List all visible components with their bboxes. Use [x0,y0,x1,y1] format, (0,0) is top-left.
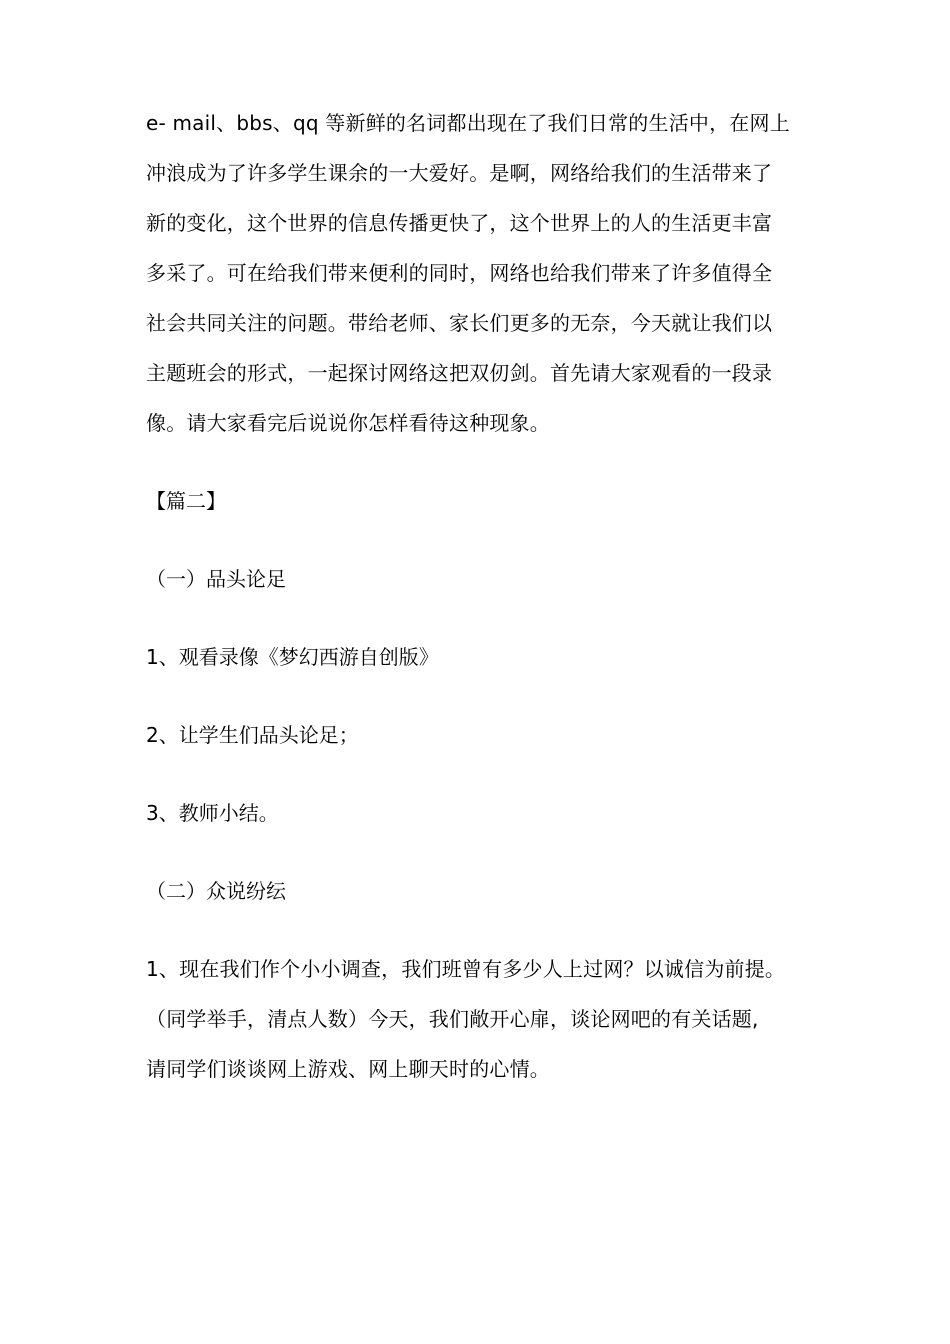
part1-item-2: 2、让学生们品头论足； [146,723,359,747]
part2-line-3: 请同学们谈谈网上游戏、网上聊天时的心情。 [146,1057,550,1081]
intro-line-2: 冲浪成为了许多学生课余的一大爱好。是啊，网络给我们的生活带来了 [146,161,773,185]
spacer [146,526,816,554]
spacer [146,448,816,476]
part1-heading: （一）品头论足 [146,567,286,591]
part2-line-1: 1、现在我们作个小小调查，我们班曾有多少人上过网？以诚信为前提。 [146,957,786,981]
part2-item-paragraph [146,944,816,1094]
part1-item-1: 1、观看录像《梦幻西游自创版》 [146,645,439,669]
part1-item-3: 3、教师小结。 [146,801,279,825]
intro-line-1: e- mail、bbs、qq 等新鲜的名词都出现在了我们日常的生活中，在网上 [146,111,790,135]
spacer [146,838,816,866]
part2-line-2: （同学举手，清点人数）今天，我们敞开心扉，谈论网吧的有关话题, [146,1007,759,1031]
intro-line-6: 主题班会的形式，一起探讨网络这把双仞剑。首先请大家观看的一段录 [146,361,773,385]
document-body [146,98,816,1094]
spacer [146,916,816,944]
part2-heading: （二）众说纷纭 [146,879,286,903]
spacer [146,604,816,632]
intro-paragraph [146,98,816,448]
intro-line-4: 多采了。可在给我们带来便利的同时，网络也给我们带来了许多值得全 [146,261,773,285]
spacer [146,682,816,710]
section-title: 【篇二】 [146,489,226,513]
intro-line-7: 像。请大家看完后说说你怎样看待这种现象。 [146,411,550,435]
spacer [146,760,816,788]
intro-line-3: 新的变化，这个世界的信息传播更快了，这个世界上的人的生活更丰富 [146,211,773,235]
intro-line-5: 社会共同关注的问题。带给老师、家长们更多的无奈，今天就让我们以 [146,311,773,335]
